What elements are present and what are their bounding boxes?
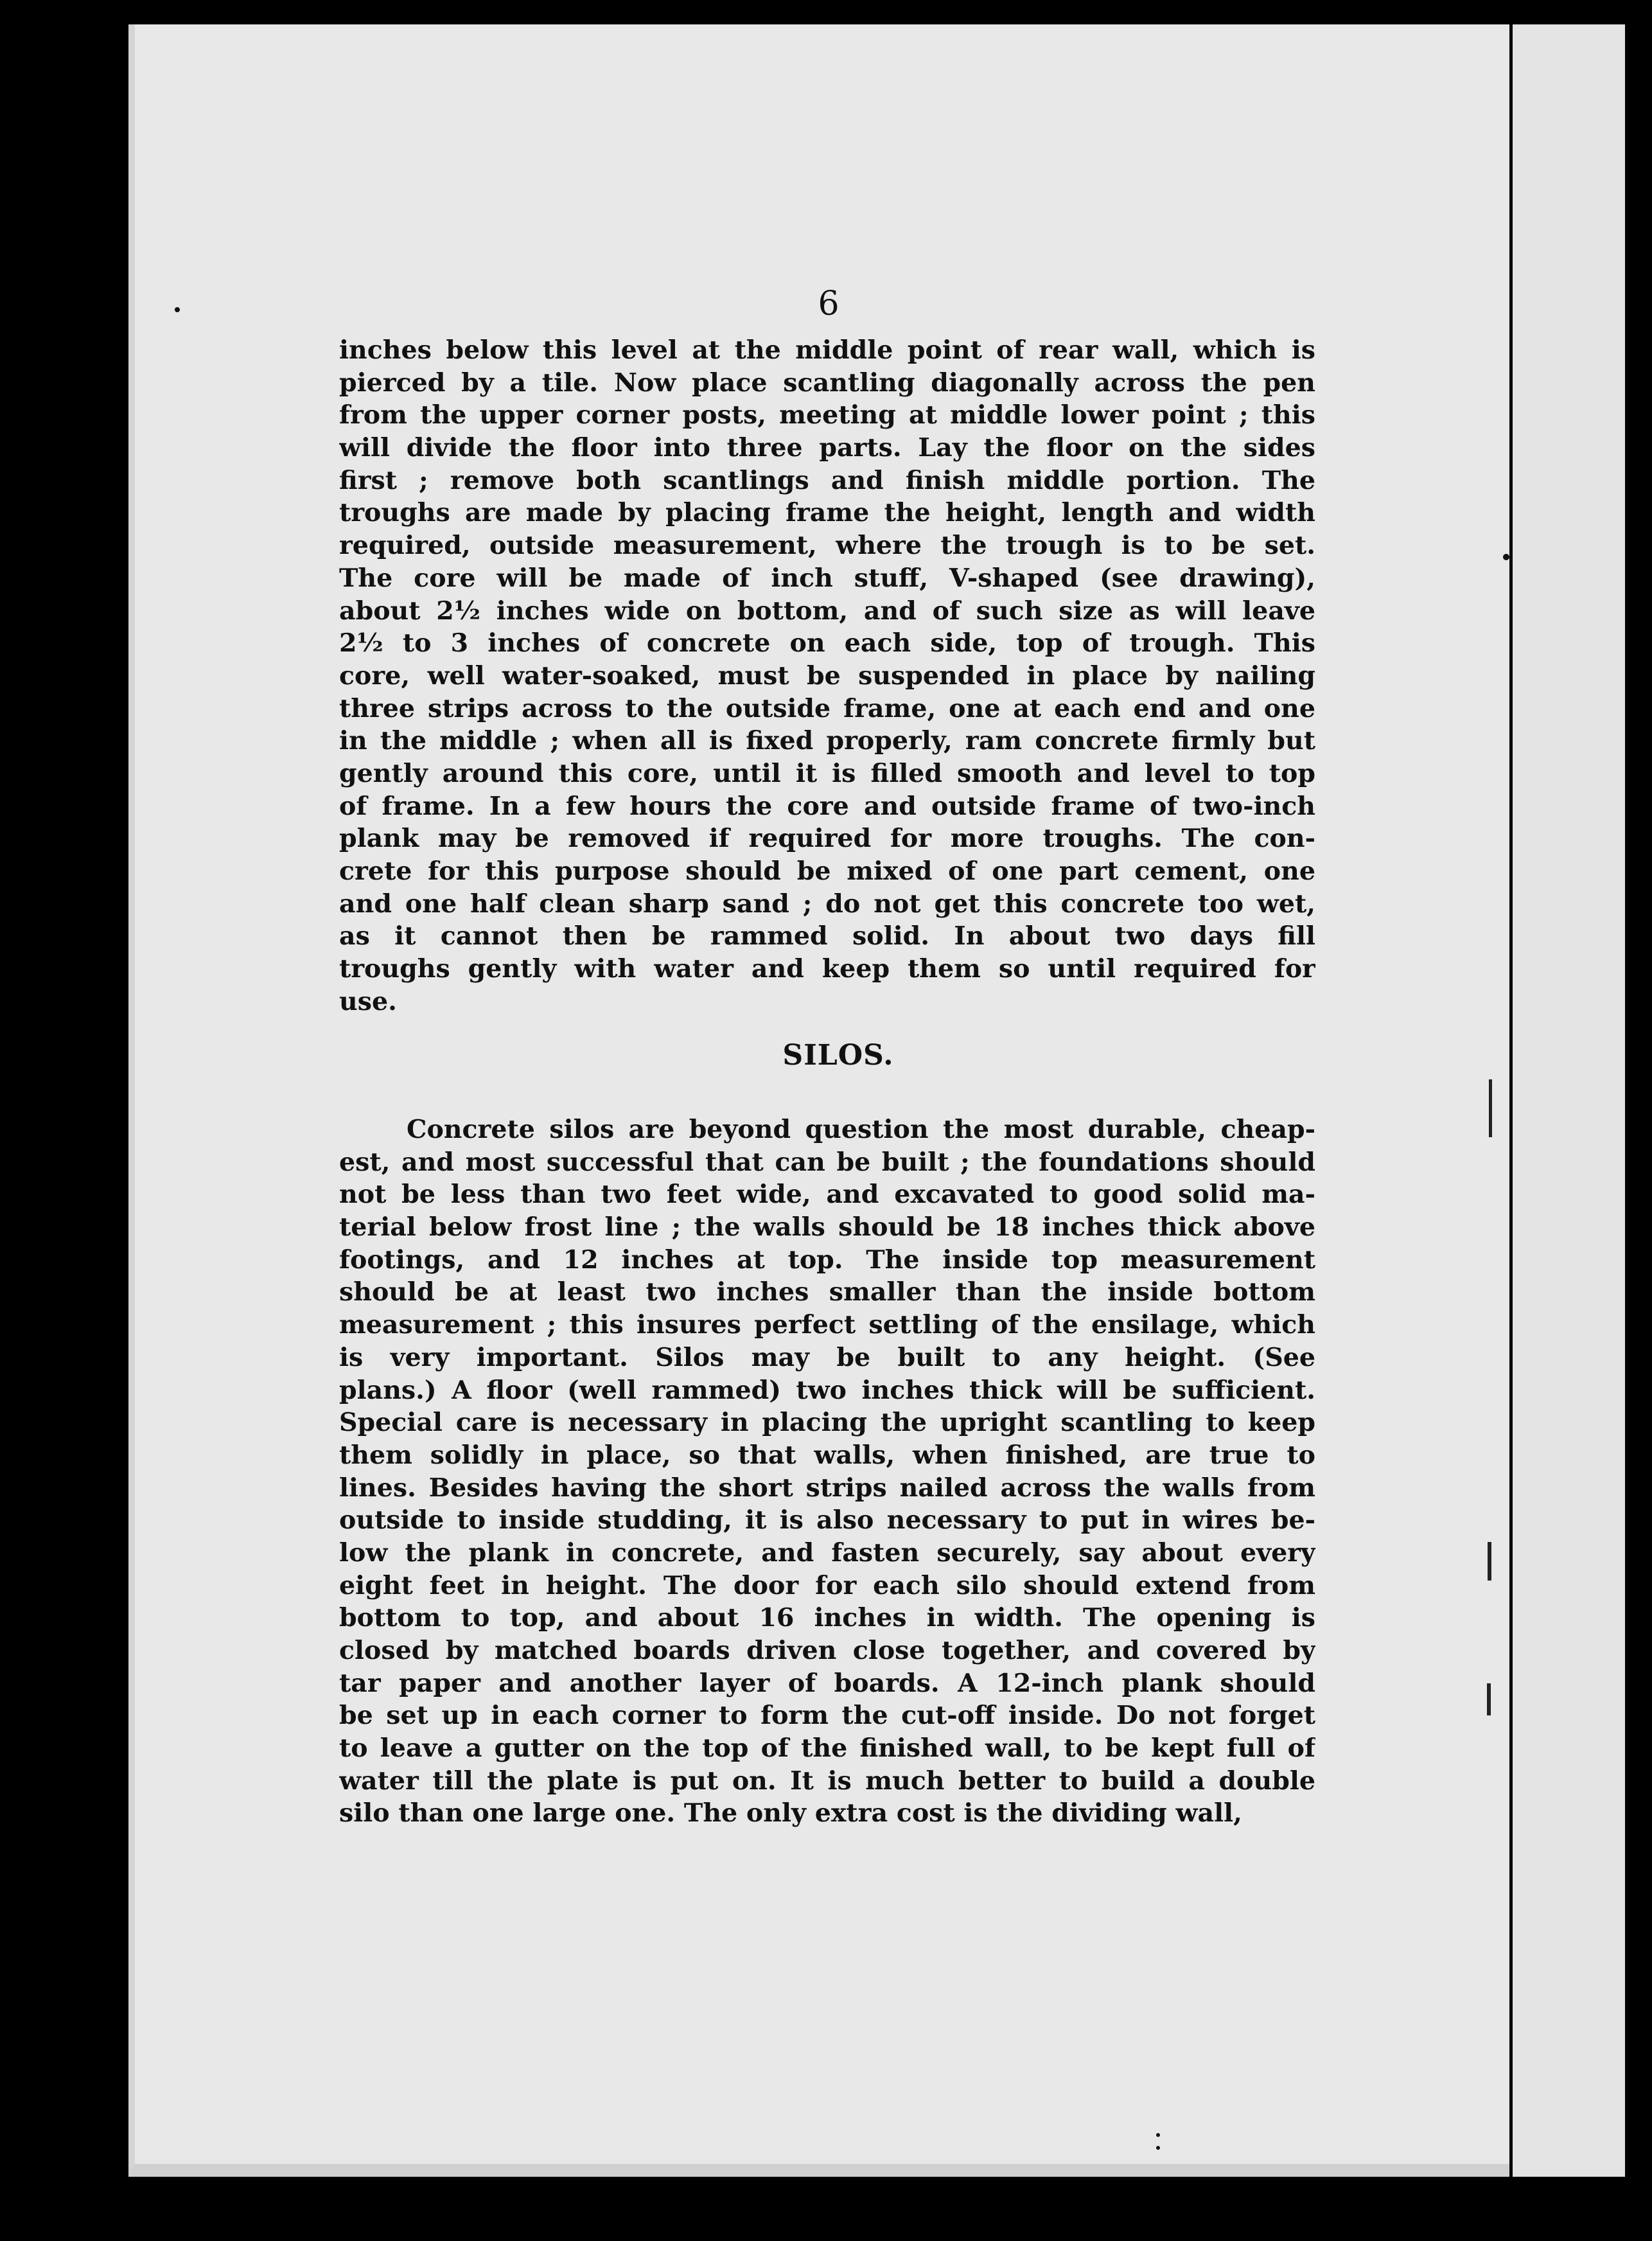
text-line: core, well water-soaked, must be suspended in place by nailing bbox=[339, 660, 1315, 691]
text-line: closed by matched boards driven close together, and covered by bbox=[339, 1636, 1315, 1665]
text-line: required, outside measurement, where the trough is to be set. bbox=[339, 531, 1315, 561]
text-line: them solidly in place, so that walls, when finished, are true to bbox=[339, 1440, 1315, 1470]
text-line: of frame. In a few hours the core and outside frame of two-inch bbox=[339, 791, 1315, 821]
text-line: troughs are made by placing frame the height, length and width bbox=[339, 498, 1315, 528]
scan-speck bbox=[1503, 554, 1509, 560]
text-line: terial below frost line ; the walls should be 18 inches thick above bbox=[339, 1212, 1315, 1243]
text-line: water till the plate is put on. It is much better to build a double bbox=[339, 1766, 1315, 1796]
text-line: in the middle ; when all is fixed properly, ram concrete firmly but bbox=[339, 726, 1315, 756]
text-line: plans.) A floor (well rammed) two inches thick will be sufficient. bbox=[339, 1375, 1315, 1405]
text-line: outside to inside studding, it is also necessary to put in wires be- bbox=[339, 1505, 1315, 1536]
page-number: 6 bbox=[818, 285, 839, 323]
text-line: use. bbox=[339, 986, 397, 1016]
text-line: silo than one large one. The only extra cost is the dividing wall, bbox=[339, 1798, 1242, 1829]
text-line: and one half clean sharp sand ; do not get this concrete too wet, bbox=[339, 889, 1315, 919]
scan-speck bbox=[175, 307, 180, 312]
body-paragraph-silos bbox=[339, 1113, 1315, 1830]
text-line: low the plank in concrete, and fasten securely, say about every bbox=[339, 1537, 1315, 1568]
text-line: Special care is necessary in placing the upright scantling to keep bbox=[339, 1408, 1315, 1438]
text-line: 2½ to 3 inches of concrete on each side, top of trough. This bbox=[339, 628, 1315, 659]
scan-edge-mark bbox=[1487, 1683, 1491, 1715]
text-line: gently around this core, until it is filled smooth and level to top bbox=[339, 758, 1315, 788]
text-line: about 2½ inches wide on bottom, and of such size as will leave bbox=[339, 596, 1315, 626]
scan-edge-mark bbox=[1489, 1079, 1492, 1137]
text-line: Concrete silos are beyond question the most durable, cheap- bbox=[407, 1115, 1315, 1144]
text-line: first ; remove both scantlings and finish middle portion. The bbox=[339, 465, 1315, 495]
text-line: pierced by a tile. Now place scantling diagonally across the pen bbox=[339, 368, 1315, 398]
facing-page-edge bbox=[1513, 24, 1625, 2177]
text-line: troughs gently with water and keep them so until required for bbox=[339, 954, 1315, 984]
text-line: lines. Besides having the short strips nailed across the walls from bbox=[339, 1473, 1315, 1503]
text-line: bottom to top, and about 16 inches in width. The opening is bbox=[339, 1603, 1315, 1633]
text-line: eight feet in height. The door for each silo should extend from bbox=[339, 1570, 1315, 1600]
text-line: as it cannot then be rammed solid. In about two days fill bbox=[339, 921, 1315, 952]
scan-speck bbox=[1156, 2133, 1160, 2137]
text-line: not be less than two feet wide, and excavated to good solid ma- bbox=[339, 1180, 1315, 1210]
text-line: footings, and 12 inches at top. The inside top measurement bbox=[339, 1245, 1315, 1275]
text-line: inches below this level at the middle point of rear wall, which is bbox=[339, 335, 1315, 365]
text-line: plank may be removed if required for more troughs. The con- bbox=[339, 824, 1315, 854]
text-line: from the upper corner posts, meeting at middle lower point ; this bbox=[339, 400, 1315, 430]
body-paragraph-troughs bbox=[339, 334, 1315, 1018]
text-line: est, and most successful that can be built ; the foundations should bbox=[339, 1147, 1315, 1177]
text-line: measurement ; this insures perfect settling of the ensilage, which bbox=[339, 1310, 1315, 1340]
text-line: will divide the floor into three parts. Lay the floor on the sides bbox=[339, 433, 1315, 463]
scan-edge-mark bbox=[1488, 1542, 1491, 1581]
text-line: be set up in each corner to form the cut-off inside. Do not forget bbox=[339, 1701, 1315, 1731]
text-line: tar paper and another layer of boards. A 12-inch plank should bbox=[339, 1668, 1315, 1698]
text-line: should be at least two inches smaller than the inside bottom bbox=[339, 1277, 1315, 1307]
scan-speck bbox=[1156, 2146, 1160, 2150]
text-line: is very important. Silos may be built to any height. (See bbox=[339, 1342, 1315, 1372]
section-heading-silos: SILOS. bbox=[782, 1039, 894, 1072]
text-line: three strips across to the outside frame, one at each end and one bbox=[339, 693, 1315, 723]
text-line: to leave a gutter on the top of the finished wall, to be kept full of bbox=[339, 1733, 1315, 1764]
text-line: The core will be made of inch stuff, V-shaped (see drawing), bbox=[339, 563, 1315, 593]
text-line: crete for this purpose should be mixed of one part cement, one bbox=[339, 856, 1315, 886]
